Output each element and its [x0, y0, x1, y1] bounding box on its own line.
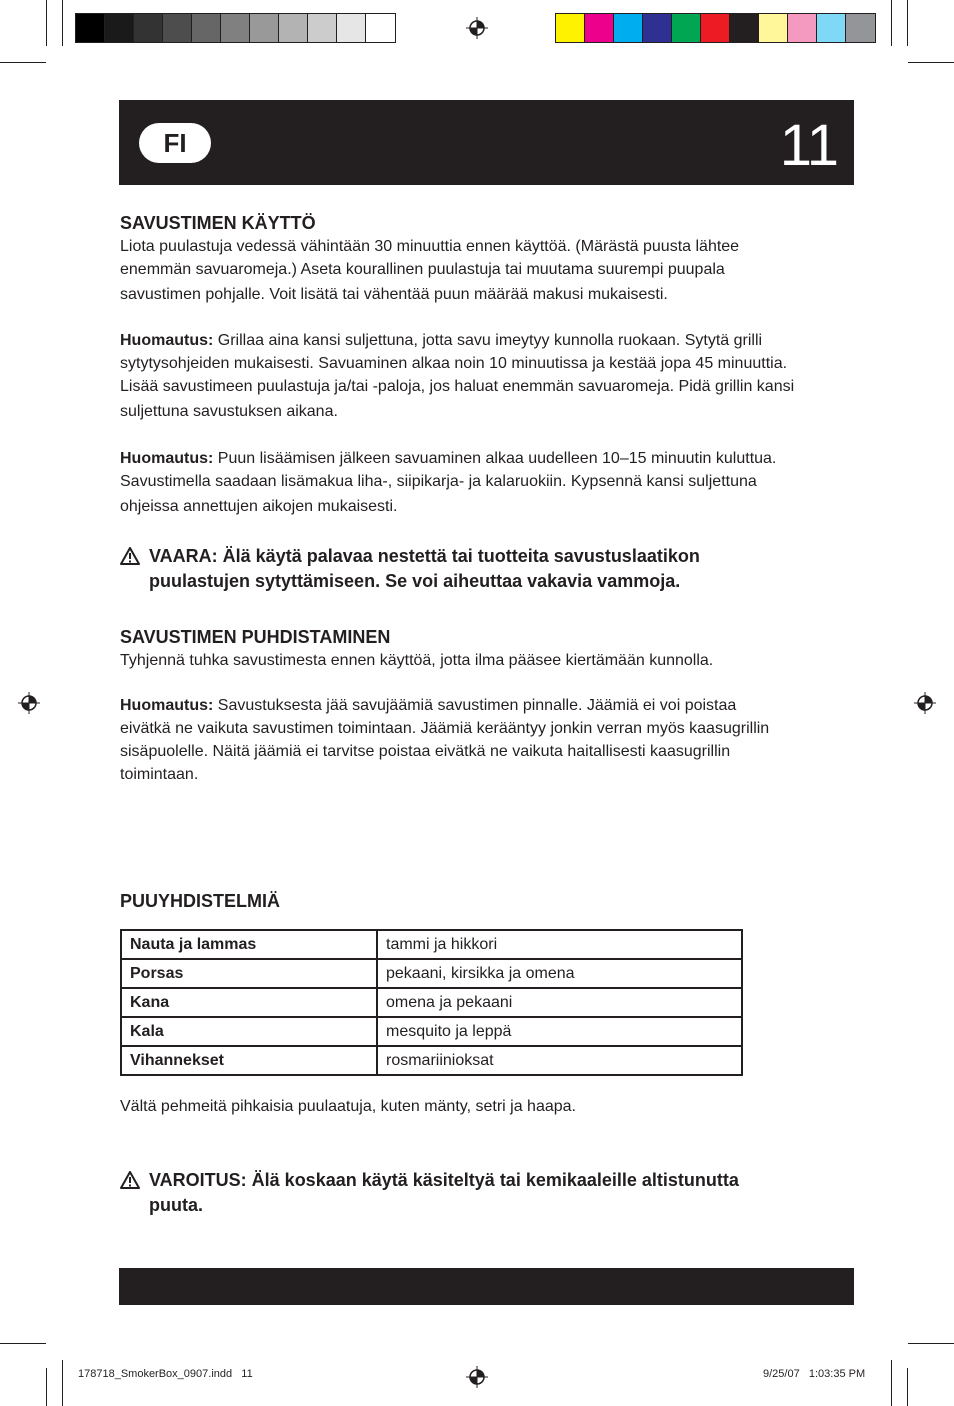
- warning-text: puuta.: [149, 1195, 203, 1215]
- note-text: Puun lisäämisen jälkeen savuaminen alkaa uudelleen 10–15 minuutin kuluttua.: [217, 450, 777, 467]
- danger-warning: [120, 544, 855, 594]
- note-text: toimintaan.: [120, 766, 199, 783]
- table-row: [121, 1046, 742, 1075]
- registration-mark-icon: [914, 692, 936, 714]
- registration-mark-icon: [466, 1366, 488, 1388]
- note-text: ohjeissa annettujen aikojen mukaisesti.: [120, 498, 398, 515]
- registration-mark-icon: [466, 17, 488, 39]
- color-swatch: [308, 14, 337, 42]
- section-smoker-usage: [120, 211, 855, 306]
- color-swatch: [788, 14, 817, 42]
- page-footer-bar: [119, 1268, 854, 1305]
- process-color-bar: [555, 13, 876, 43]
- crop-mark: [907, 1368, 908, 1406]
- body-line: Vältä pehmeitä pihkaisia puulaatuja, kuten mänty, setri ja haapa.: [120, 1098, 576, 1115]
- registration-mark-icon: [18, 692, 40, 714]
- crop-mark: [46, 1368, 47, 1406]
- color-swatch: [817, 14, 846, 42]
- section-smoker-cleaning: [120, 625, 855, 672]
- crop-mark: [891, 0, 892, 46]
- table-row: [121, 1017, 742, 1046]
- wood-cell: pekaani, kirsikka ja omena: [377, 959, 742, 988]
- color-swatch: [701, 14, 730, 42]
- warning-text: VAROITUS: Älä koskaan käytä käsiteltyä tai kemikaaleille altistunutta: [149, 1170, 739, 1190]
- warning-text: puulastujen sytyttämiseen. Se voi aiheuttaa vakavia vammoja.: [149, 571, 681, 591]
- color-swatch: [846, 14, 875, 42]
- wood-cell: tammi ja hikkori: [377, 930, 742, 959]
- table-row: [121, 959, 742, 988]
- color-swatch: [730, 14, 759, 42]
- wood-cell: rosmariinioksat: [377, 1046, 742, 1075]
- page-number: 11: [779, 113, 838, 178]
- crop-mark: [891, 1360, 892, 1406]
- note-block: [120, 694, 855, 786]
- crop-mark: [907, 0, 908, 46]
- color-swatch: [614, 14, 643, 42]
- color-swatch: [163, 14, 192, 42]
- warning-text: VAARA: Älä käytä palavaa nestettä tai tuotteita savustuslaatikon: [149, 546, 700, 566]
- warning-triangle-icon: [120, 1171, 140, 1189]
- page-header-bar: [119, 100, 854, 185]
- wood-pairing-table: [120, 929, 743, 1076]
- caution-warning: [120, 1168, 855, 1218]
- body-line: Liota puulastuja vedessä vähintään 30 minuuttia ennen käyttöä. (Märästä puusta lähtee: [120, 238, 740, 255]
- note-label: Huomautus:: [120, 332, 214, 349]
- section-heading: PUUYHDISTELMIÄ: [120, 891, 281, 911]
- note-label: Huomautus:: [120, 450, 214, 467]
- body-line: savustimen pohjalle. Voit lisätä tai vähentää puun määrää makusi mukaisesti.: [120, 286, 668, 303]
- section-heading: SAVUSTIMEN KÄYTTÖ: [120, 213, 316, 233]
- note-text: Savustuksesta jää savujäämiä savustimen pinnalle. Jäämiä ei voi poistaa: [217, 697, 737, 714]
- wood-cell: mesquito ja leppä: [377, 1017, 742, 1046]
- food-cell: Kala: [121, 1017, 377, 1046]
- crop-mark: [0, 62, 46, 63]
- food-cell: Porsas: [121, 959, 377, 988]
- crop-mark: [62, 0, 63, 46]
- avoid-note: [120, 1095, 855, 1118]
- table-row: [121, 930, 742, 959]
- color-swatch: [337, 14, 366, 42]
- warning-triangle-icon: [120, 547, 140, 565]
- color-swatch: [556, 14, 585, 42]
- wood-cell: omena ja pekaani: [377, 988, 742, 1017]
- language-badge: FI: [139, 123, 211, 163]
- food-cell: Vihannekset: [121, 1046, 377, 1075]
- color-swatch: [672, 14, 701, 42]
- crop-mark: [908, 1343, 954, 1344]
- note-text: eivätkä ne vaikuta savustimen toimintaan. Jäämiä kerääntyy jonkin verran myös kaasugrillin: [120, 720, 770, 737]
- note-text: Savustimella saadaan lisämakua liha-, siipikarja- ja kalaruokiin. Kypsennä kansi suljettuna: [120, 473, 757, 490]
- crop-mark: [46, 0, 47, 46]
- note-text: Grillaa aina kansi suljettuna, jotta savu imeytyy kunnolla ruokaan. Sytytä grilli: [217, 332, 763, 349]
- grayscale-color-bar: [75, 13, 396, 43]
- crop-mark: [0, 1343, 46, 1344]
- slug-file-info: 178718_SmokerBox_0907.indd 11: [78, 1368, 253, 1380]
- food-cell: Kana: [121, 988, 377, 1017]
- note-text: suljettuna savustuksen aikana.: [120, 403, 338, 420]
- color-swatch: [366, 14, 395, 42]
- slug-timestamp: 9/25/07 1:03:35 PM: [763, 1368, 866, 1380]
- body-line: Tyhjennä tuhka savustimesta ennen käyttöä, jotta ilma pääsee kiertämään kunnolla.: [120, 652, 714, 669]
- note-block: [120, 329, 855, 423]
- crop-mark: [62, 1360, 63, 1406]
- section-heading: SAVUSTIMEN PUHDISTAMINEN: [120, 627, 391, 647]
- color-swatch: [759, 14, 788, 42]
- note-text: Lisää savustimeen puulastuja ja/tai -paloja, jos haluat enemmän savuaromeja. Pidä grillin kansi: [120, 378, 795, 395]
- color-swatch: [105, 14, 134, 42]
- color-swatch: [192, 14, 221, 42]
- body-line: enemmän savuaromeja.) Aseta kourallinen puulastuja tai muutama suurempi puupala: [120, 261, 725, 278]
- section-wood-combinations: [120, 889, 855, 913]
- food-cell: Nauta ja lammas: [121, 930, 377, 959]
- note-text: sytytysohjeiden mukaisesti. Savuaminen alkaa noin 10 minuutissa ja kestää jopa 45 minuuttia.: [120, 355, 788, 372]
- color-swatch: [134, 14, 163, 42]
- color-swatch: [250, 14, 279, 42]
- note-block: [120, 447, 855, 518]
- color-swatch: [221, 14, 250, 42]
- crop-mark: [908, 62, 954, 63]
- table-row: [121, 988, 742, 1017]
- color-swatch: [76, 14, 105, 42]
- note-text: sisäpuolelle. Näitä jäämiä ei tarvitse poistaa eivätkä ne vaikuta haitallisesti kaasugrillin: [120, 743, 731, 760]
- color-swatch: [585, 14, 614, 42]
- color-swatch: [279, 14, 308, 42]
- note-label: Huomautus:: [120, 697, 214, 714]
- color-swatch: [643, 14, 672, 42]
